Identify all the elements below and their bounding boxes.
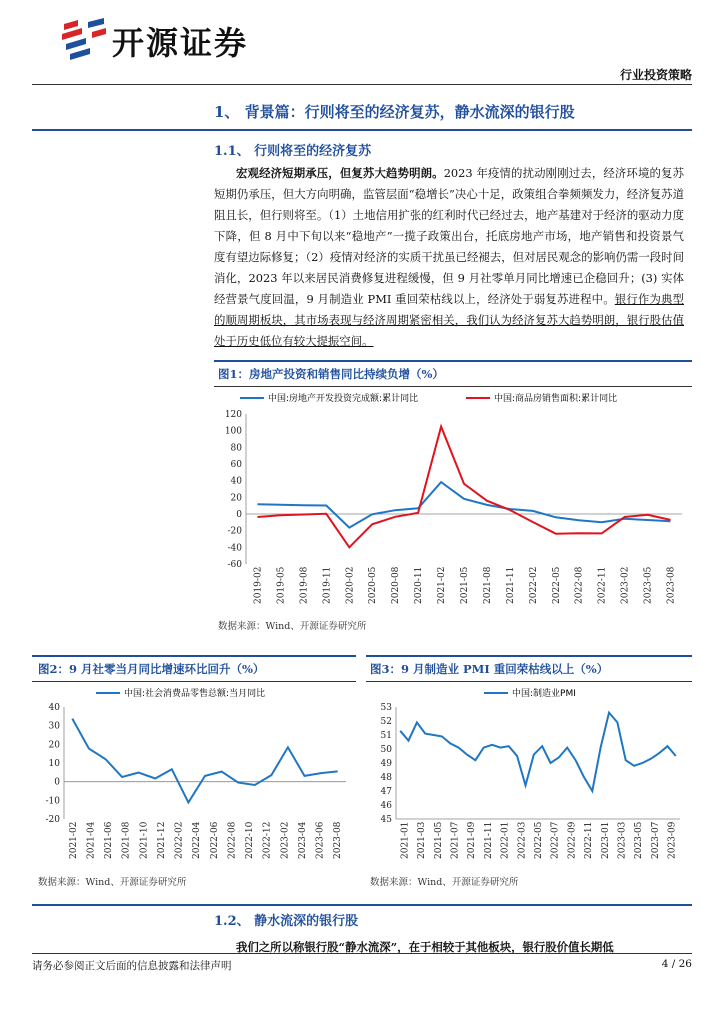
- body-paragraph: [214, 163, 684, 352]
- fig1-xtick: 2020-05: [368, 566, 379, 604]
- logo-mark-icon: [60, 18, 108, 62]
- fig2-chart: [34, 683, 354, 869]
- fig3-top-line: [366, 655, 692, 657]
- fig2-ytick: 10: [48, 759, 60, 769]
- fig3-xtick: 2021-01: [400, 821, 411, 859]
- fig3-title: 图3：9 月制造业 PMI 重回荣枯线以上（%）: [370, 662, 609, 676]
- fig3-xtick: 2021-09: [467, 821, 478, 859]
- fig1-xtick: 2021-08: [482, 566, 493, 604]
- fig3-source: 数据来源：Wind、开源证券研究所: [370, 877, 519, 888]
- fig2-xtick: 2022-12: [262, 821, 273, 859]
- header-divider: [32, 84, 692, 85]
- fig1-legend-label-2: 中国:商品房销售面积:累计同比: [494, 394, 618, 404]
- para-body: 2023 年疫情的扰动刚刚过去，经济环境的复苏短期仍承压，但大方向明确，监管层面“稳增长”决心十足，政策组合拳频频发力，经济复苏道阻且长，但行则将至。（1）土地信用扩张的红利时代已经过去，地产基建对于经济的驱动力度下降，但 8 月中下旬以来“稳地产”一揽子政策出台，托底房地产市场，地产销售和投资景气度有望边际修复；（2）疫情对经济的实质干扰虽已经褪去，但对居民观念的影响仍需一段时间消化，2023 年以来居民消费修复进程缓慢，但 9 月社零单月同比增速已企稳回升；(3) 实体经营景气度回温，9 月制造业 PMI 重回荣枯线以上，经济处于弱复苏进程中。: [214, 166, 684, 306]
- logo-text: 开源证券: [112, 24, 249, 62]
- fig2-xtick: 2021-04: [86, 821, 97, 859]
- fig2-ytick: 30: [48, 721, 60, 732]
- fig3-chart: [366, 683, 690, 869]
- fig3-xtick: 2022-11: [584, 821, 595, 859]
- fig3-xtick: 2022-05: [534, 821, 544, 859]
- fig1-ytick: -40: [227, 543, 242, 554]
- subsection2-title: 1.2、 静水流深的银行股: [214, 914, 359, 929]
- fig1-xtick: 2022-11: [597, 566, 608, 604]
- fig3-xtick: 2023-07: [650, 821, 661, 859]
- fig2-xtick: 2023-02: [280, 821, 291, 859]
- fig3-xtick: 2021-05: [433, 821, 444, 859]
- fig3-xtick: 2021-07: [450, 821, 461, 859]
- fig2-ytick: 0: [54, 777, 60, 788]
- fig1-series-line-2: [258, 427, 671, 548]
- fig3-ytick: 46: [380, 801, 392, 811]
- fig2-xtick: 2021-02: [68, 821, 79, 859]
- fig2-xtick: 2021-12: [156, 821, 167, 859]
- fig1-ytick: -20: [227, 526, 242, 537]
- fig3-xtick: 2023-05: [634, 821, 645, 859]
- fig1-title: 图1：房地产投资和销售同比持续负增（%）: [218, 367, 444, 381]
- fig3-xtick: 2022-07: [550, 821, 561, 859]
- footer-divider: [32, 953, 692, 954]
- fig3-legend-label-1: 中国:制造业PMI: [512, 689, 576, 699]
- fig1-xtick: 2022-08: [574, 566, 585, 604]
- fig3-xtick: 2021-11: [483, 821, 494, 859]
- fig2-xtick: 2023-04: [297, 821, 308, 859]
- report-type: 行业投资策略: [619, 68, 692, 82]
- fig2-xtick: 2023-08: [333, 821, 344, 859]
- fig3-xtick: 2022-03: [517, 821, 528, 859]
- fig3-xtick: 2022-09: [567, 821, 578, 859]
- fig3-ytick: 45: [380, 815, 392, 825]
- fig1-xtick: 2021-05: [460, 566, 470, 604]
- fig3-xtick: 2023-09: [667, 821, 678, 859]
- fig2-xtick: 2023-06: [315, 821, 326, 859]
- fig3-ytick: 52: [380, 717, 392, 727]
- section-title: 1、 背景篇：行则将至的经济复苏，静水流深的银行股: [214, 103, 575, 121]
- fig3-title-divider: [366, 681, 692, 682]
- fig2-ytick: -10: [45, 796, 60, 807]
- subsection-title: 1.1、 行则将至的经济复苏: [214, 144, 372, 159]
- fig2-top-line: [32, 655, 356, 657]
- subsection2-divider: [32, 904, 692, 906]
- fig3-ytick: 47: [380, 787, 392, 797]
- fig1-top-line: [214, 360, 692, 362]
- fig2-title: 图2：9 月社零当月同比增速环比回升（%）: [38, 662, 265, 676]
- fig1-ytick: 0: [236, 510, 242, 520]
- fig1-ytick: 60: [230, 460, 242, 470]
- fig1-xtick: 2020-11: [414, 566, 425, 604]
- para-lead: 宏观经济短期承压，但复苏大趋势明朗。: [236, 166, 444, 180]
- fig1-source: 数据来源：Wind、开源证券研究所: [218, 621, 367, 632]
- fig3-ytick: 48: [380, 773, 392, 783]
- fig3-xtick: 2023-03: [617, 821, 628, 859]
- section-divider: [32, 129, 692, 131]
- fig3-xtick: 2023-01: [600, 821, 611, 859]
- fig1-ytick: 20: [230, 493, 242, 504]
- fig1-legend-label-1: 中国:房地产开发投资完成额:累计同比: [268, 394, 419, 404]
- page-number: 4 / 26: [661, 958, 692, 970]
- fig3-ytick: 53: [380, 703, 392, 713]
- fig1-xtick: 2022-02: [528, 566, 539, 604]
- fig1-xtick: 2023-08: [666, 566, 677, 604]
- fig2-xtick: 2021-10: [139, 821, 150, 859]
- fig2-title-divider: [32, 681, 356, 682]
- footer-disclaimer: 请务必参阅正文后面的信息披露和法律声明: [32, 960, 232, 972]
- fig2-xtick: 2022-10: [245, 821, 256, 859]
- fig2-series-line-1: [72, 719, 337, 803]
- fig1-xtick: 2023-05: [643, 566, 654, 604]
- fig2-xtick: 2022-08: [227, 821, 238, 859]
- fig1-series-line-1: [258, 482, 671, 527]
- fig1-xtick: 2020-08: [391, 566, 402, 604]
- fig3-ytick: 51: [380, 731, 392, 741]
- fig3-series-line-1: [400, 713, 676, 791]
- logo: [60, 18, 108, 62]
- fig3-xtick: 2022-01: [500, 821, 511, 859]
- fig3-ytick: 49: [380, 759, 392, 769]
- subsection2-lead: 我们之所以称银行股“静水流深”，在于相较于其他板块，银行股价值长期低: [236, 940, 614, 954]
- fig2-xtick: 2022-06: [209, 821, 220, 859]
- fig1-ytick: 120: [224, 410, 242, 420]
- fig2-source: 数据来源：Wind、开源证券研究所: [38, 877, 187, 888]
- fig1-xtick: 2019-02: [253, 566, 264, 604]
- fig1-xtick: 2022-05: [551, 566, 562, 604]
- fig1-xtick: 2019-11: [322, 566, 333, 604]
- fig2-ytick: 40: [48, 703, 60, 713]
- fig2-ytick: -20: [45, 815, 60, 825]
- fig1-xtick: 2023-02: [620, 566, 631, 604]
- fig1-xtick: 2021-02: [437, 566, 448, 604]
- fig2-xtick: 2021-08: [121, 821, 132, 859]
- fig3-xtick: 2021-03: [417, 821, 428, 859]
- fig2-xtick: 2021-06: [104, 821, 115, 859]
- fig2-xtick: 2022-02: [174, 821, 185, 859]
- fig1-ytick: 100: [224, 426, 242, 437]
- fig2-ytick: 20: [48, 740, 60, 751]
- fig1-xtick: 2021-11: [505, 566, 516, 604]
- fig1-xtick: 2020-02: [345, 566, 356, 604]
- para-conclusion: 银行作为典型的顺周期板块，其市场表现与经济周期紧密相关，我们认为经济复苏大趋势明朗，银行股估值处于历史低位有较大提振空间。: [214, 292, 684, 348]
- fig1-title-divider: [214, 386, 692, 387]
- fig1-xtick: 2019-05: [276, 566, 287, 604]
- fig1-chart: [214, 388, 692, 614]
- fig2-legend-label-1: 中国:社会消费品零售总额:当月同比: [124, 689, 266, 699]
- fig2-xtick: 2022-04: [192, 821, 203, 859]
- fig1-ytick: 80: [230, 443, 242, 454]
- fig1-ytick: 40: [230, 476, 242, 487]
- fig1-ytick: -60: [227, 560, 242, 570]
- fig1-xtick: 2019-08: [299, 566, 310, 604]
- fig3-ytick: 50: [380, 745, 392, 755]
